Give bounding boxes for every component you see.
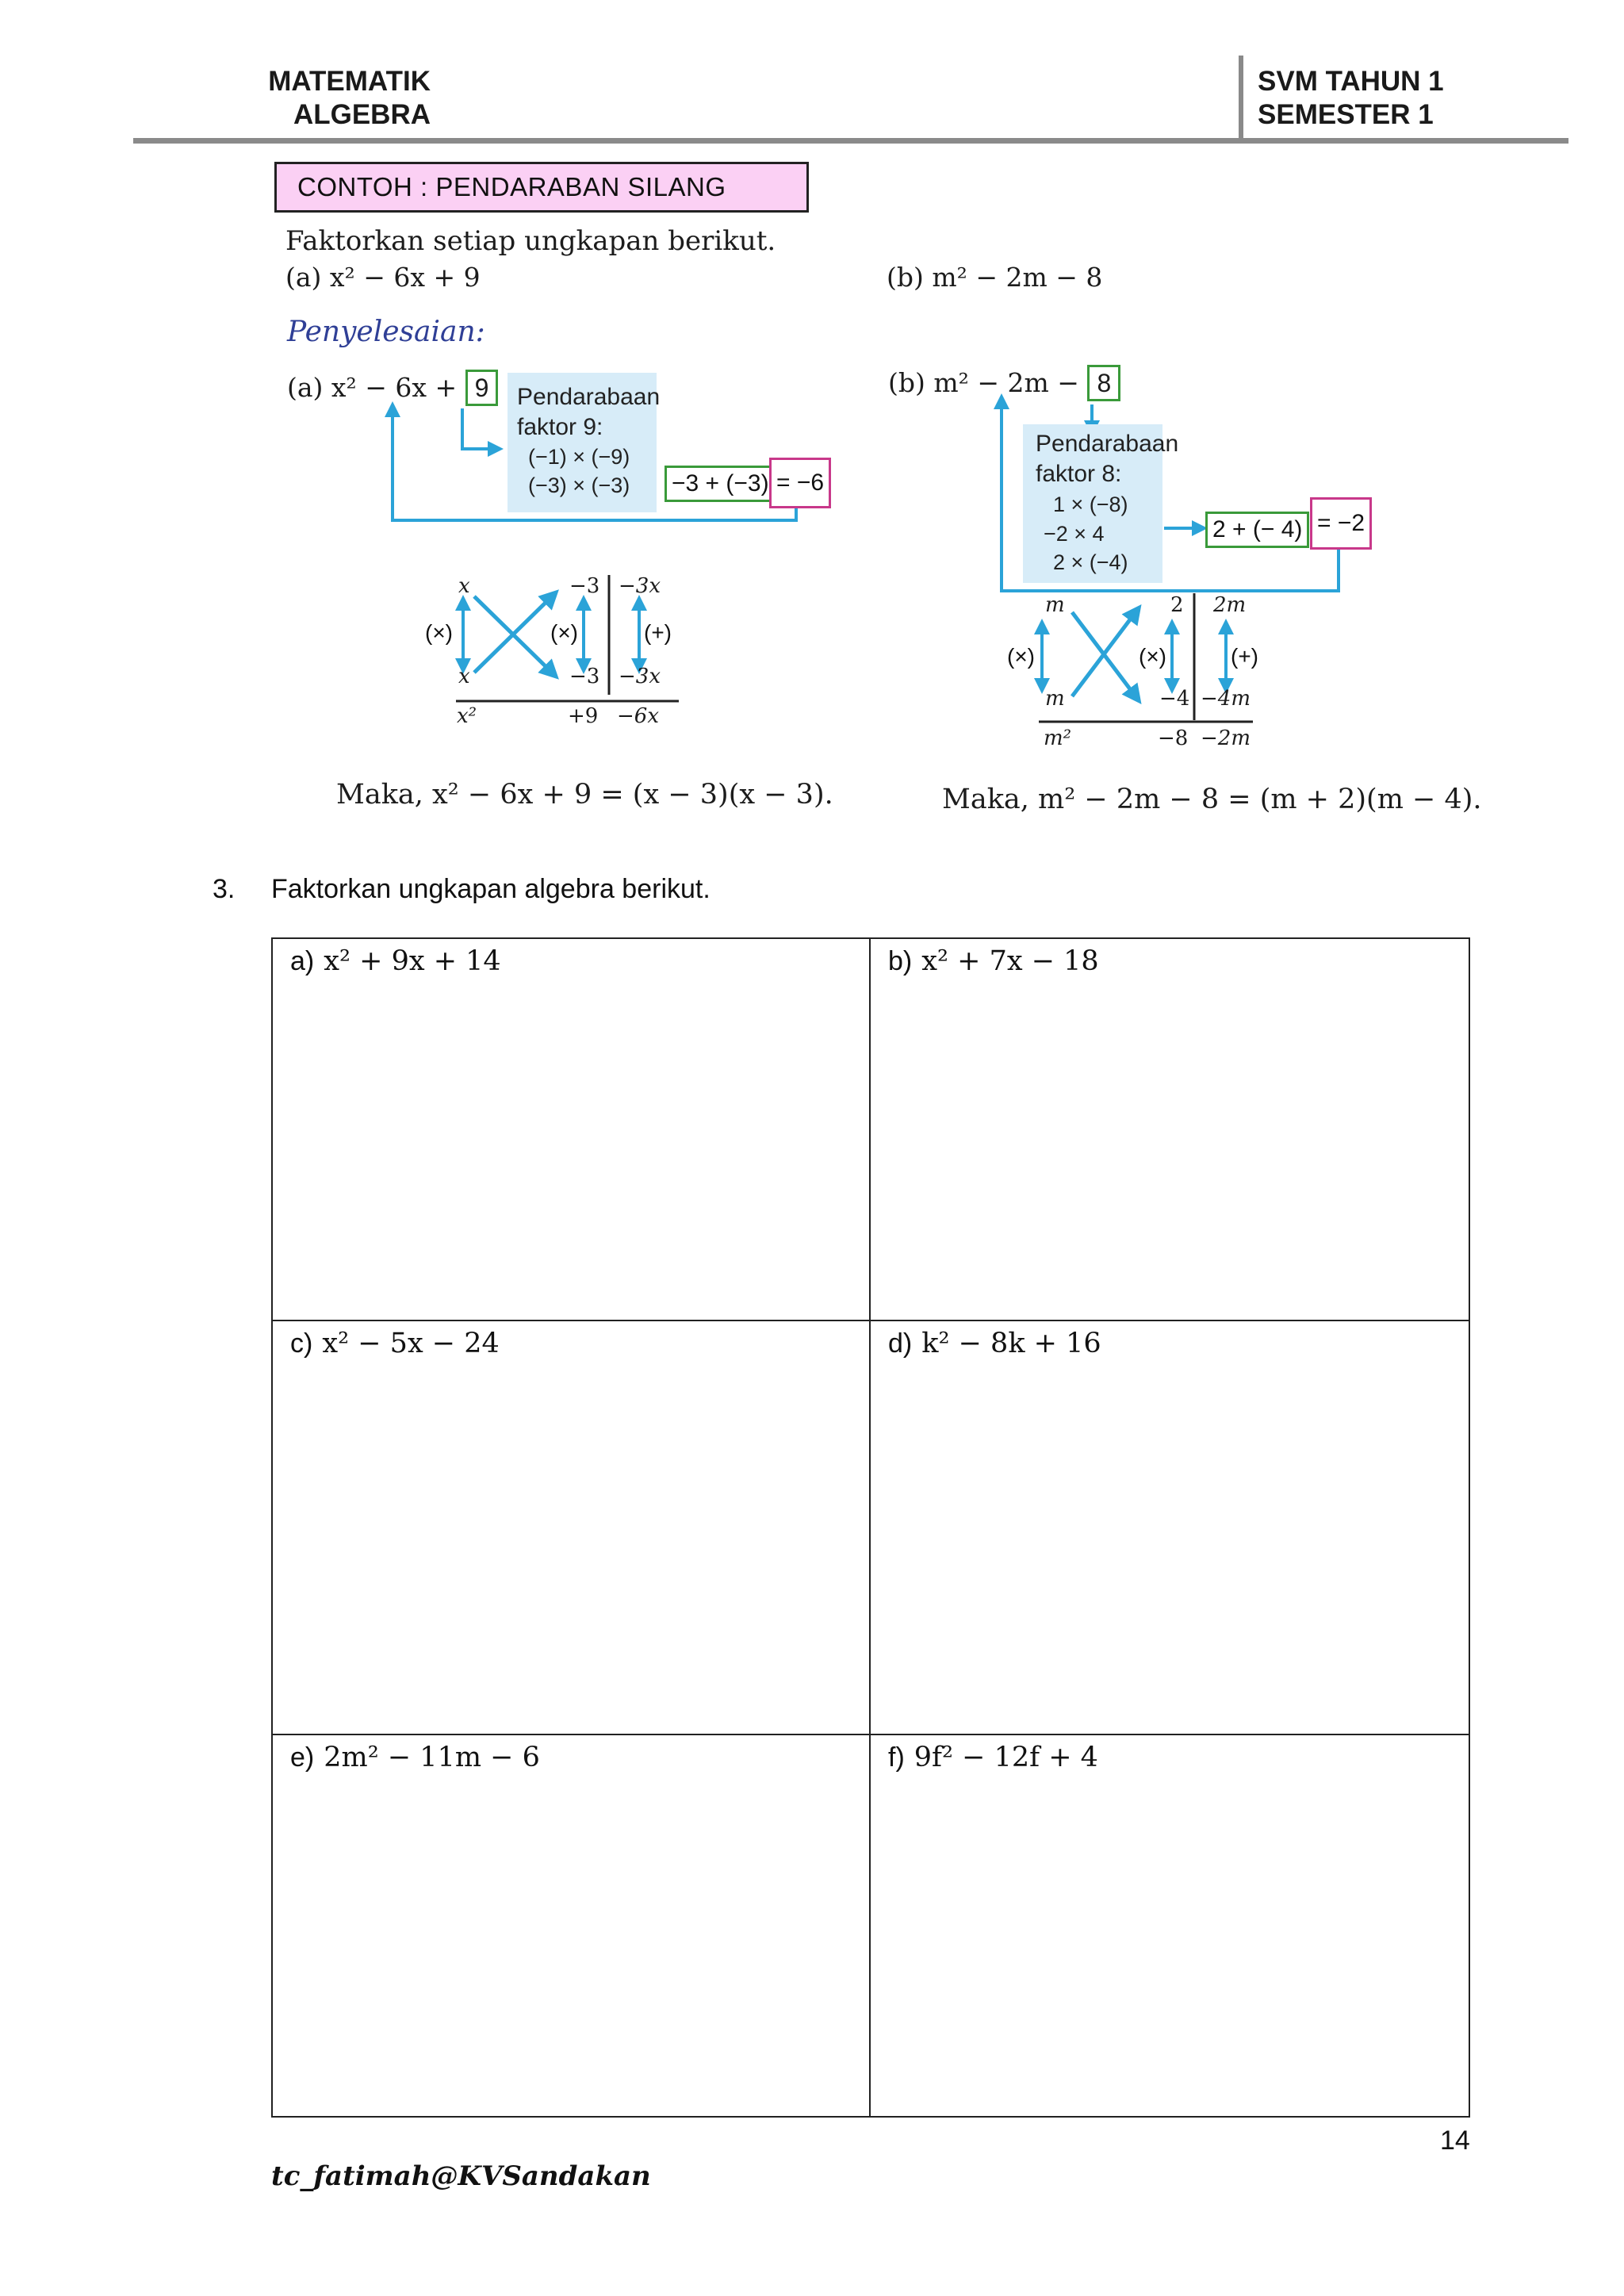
header-subject-line1: MATEMATIK [268, 66, 431, 97]
sum-box-a: −3 + (−3) [665, 466, 776, 502]
cross-b-left-3: m² [1044, 726, 1072, 750]
cross-a-mid-1: −3 [569, 574, 600, 598]
cross-a-mult-mid: (×) [550, 620, 578, 645]
part-expression: x² − 5x − 24 [322, 1328, 500, 1359]
cross-b-mult-mid: (×) [1139, 644, 1166, 669]
answer-cell-f[interactable] [871, 1735, 1469, 2116]
example-question-b: (b) m² − 2m − 8 [887, 262, 1103, 293]
answer-cell-label [888, 945, 1099, 977]
factor-a-title-2: faktor 9: [517, 414, 603, 440]
question-number: 3. [213, 874, 236, 904]
cross-a-mid-3: +9 [568, 704, 599, 728]
solution-a-prefix: (a) x² − 6x + [287, 372, 458, 403]
cross-b-left-2: m [1045, 687, 1065, 711]
answer-cell-e[interactable] [273, 1735, 871, 2116]
factor-b-pair-1: 1 × (−8) [1053, 493, 1128, 516]
header-course-line1: SVM TAHUN 1 [1258, 66, 1444, 97]
conclusion-a: Maka, x² − 6x + 9 = (x − 3)(x − 3). [336, 779, 833, 811]
part-label: f) [888, 1742, 905, 1773]
part-expression: x² + 9x + 14 [324, 945, 501, 977]
example-arrows [0, 0, 1624, 872]
answer-cell-b[interactable] [871, 939, 1469, 1321]
cross-b-plus: (+) [1231, 644, 1258, 669]
factor-a-title-1: Pendarabaan [517, 384, 661, 410]
cross-b-right-1: 2m [1213, 593, 1247, 617]
part-label: b) [888, 946, 913, 976]
cross-b-right-3: −2m [1201, 726, 1251, 750]
solution-b-constant-box: 8 [1087, 365, 1120, 401]
answer-cell-label [888, 1328, 1101, 1359]
answer-cell-a[interactable] [273, 939, 871, 1321]
solution-a-constant-box: 9 [465, 370, 499, 406]
example-question-a: (a) x² − 6x + 9 [285, 262, 481, 293]
header-subject-line2: ALGEBRA [293, 99, 431, 130]
cross-a-mid-2: −3 [569, 665, 600, 688]
answer-cell-label [290, 1742, 540, 1773]
cross-a-left-1: x [458, 574, 470, 598]
page-number: 14 [1440, 2125, 1470, 2156]
part-label: e) [290, 1742, 315, 1773]
answer-grid [271, 937, 1470, 2118]
part-label: a) [290, 946, 315, 976]
factor-a-pair-2: (−3) × (−3) [528, 473, 630, 497]
cross-a-right-2: −3x [619, 665, 661, 688]
factor-a-pair-1: (−1) × (−9) [528, 445, 630, 469]
cross-a-right-1: −3x [619, 574, 661, 598]
factor-panel-b [1023, 424, 1179, 583]
answer-cell-label [290, 1328, 500, 1359]
factor-b-title-2: faktor 8: [1036, 461, 1122, 487]
answer-cell-label [290, 945, 501, 977]
cross-a-right-3: −6x [617, 704, 659, 728]
result-box-a: = −6 [769, 458, 831, 508]
answer-cell-d[interactable] [871, 1321, 1469, 1735]
part-expression: k² − 8k + 16 [921, 1328, 1101, 1359]
answer-cell-label [888, 1742, 1098, 1773]
part-label: c) [290, 1328, 313, 1359]
question-text: Faktorkan ungkapan algebra berikut. [271, 874, 710, 904]
part-expression: 2m² − 11m − 6 [324, 1742, 540, 1773]
header-course-line2: SEMESTER 1 [1258, 99, 1434, 130]
answer-cell-c[interactable] [273, 1321, 871, 1735]
part-expression: 9f² − 12f + 4 [914, 1742, 1098, 1773]
cross-b-right-2: −4m [1201, 687, 1251, 711]
conclusion-b: Maka, m² − 2m − 8 = (m + 2)(m − 4). [942, 784, 1482, 815]
cross-a-plus: (+) [644, 620, 672, 645]
cross-b-mid-2: −4 [1159, 687, 1190, 711]
part-expression: x² + 7x − 18 [921, 945, 1099, 977]
part-label: d) [888, 1328, 913, 1359]
cross-b-mid-1: 2 [1170, 593, 1184, 617]
cross-a-left-2: x [458, 665, 470, 688]
example-intro: Faktorkan setiap ungkapan berikut. [285, 225, 776, 257]
sum-box-b: 2 + (− 4) [1205, 512, 1309, 548]
cross-b-left-1: m [1045, 593, 1065, 617]
example-label: CONTOH : PENDARABAN SILANG [274, 162, 809, 213]
factor-b-pair-3: 2 × (−4) [1053, 550, 1128, 574]
cross-a-left-3: x² [457, 704, 477, 728]
cross-a-mult-left: (×) [425, 620, 453, 645]
cross-b-mid-3: −8 [1158, 726, 1189, 750]
factor-b-title-1: Pendarabaan [1036, 431, 1179, 457]
author-signature: tc_fatimah@KVSandakan [271, 2160, 651, 2192]
factor-b-pair-2: −2 × 4 [1044, 522, 1105, 546]
solution-heading: Penyelesaian: [287, 316, 485, 348]
cross-b-mult-left: (×) [1007, 644, 1035, 669]
result-box-b: = −2 [1310, 497, 1372, 550]
factor-panel-a [508, 373, 661, 512]
solution-b-prefix: (b) m² − 2m − [888, 367, 1079, 398]
